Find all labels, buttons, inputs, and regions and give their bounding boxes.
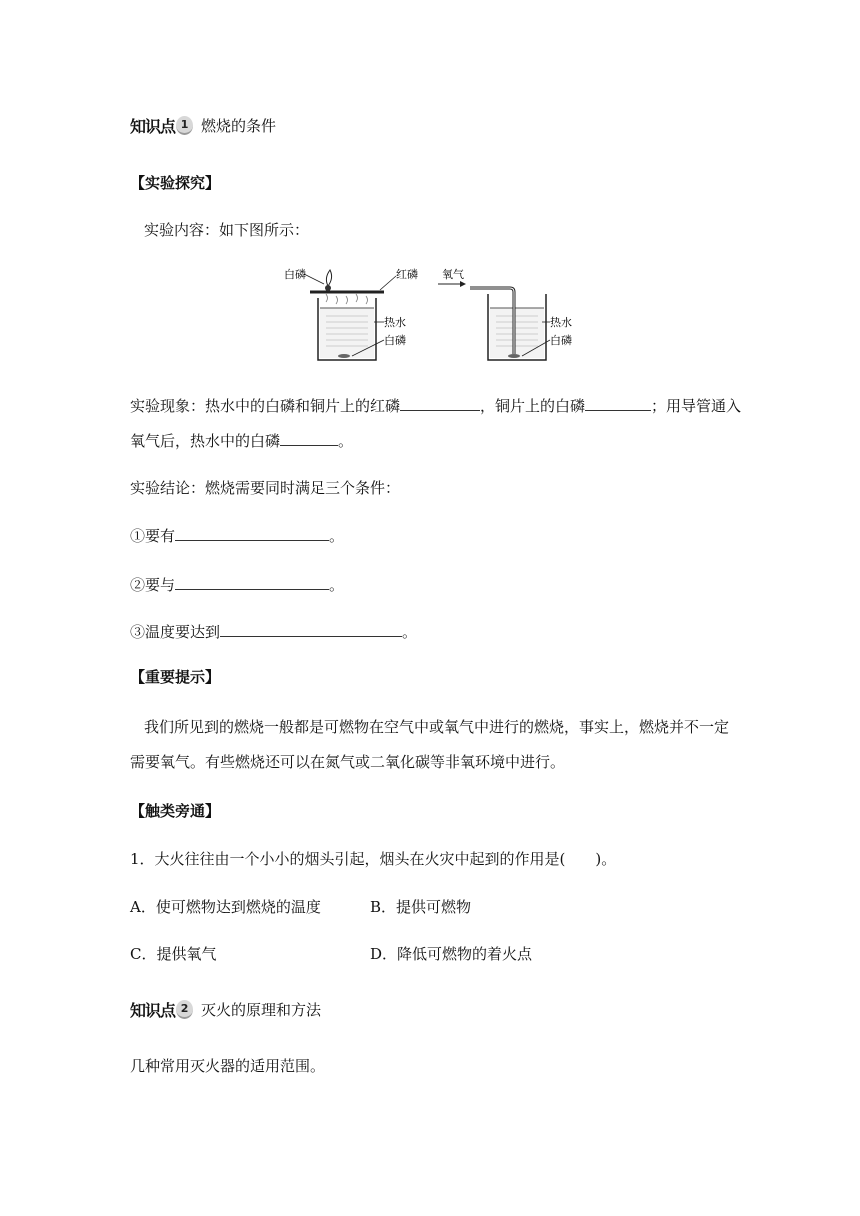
phenomenon-line-2 — [130, 430, 353, 451]
phenomenon-text-1: 实验现象：热水中的白磷和铜片上的红磷 — [130, 397, 401, 415]
phenomenon-line-1 — [130, 395, 741, 416]
option-a[interactable]: A．使可燃物达到燃烧的温度 — [130, 898, 321, 916]
period: 。 — [402, 623, 418, 641]
section-2-label: 知识点 — [130, 1000, 176, 1020]
practice-question: 1．大火往往由一个小小的烟头引起，烟头在火灾中起到的作用是( )。 — [130, 850, 617, 868]
section-1-title: 燃烧的条件 — [201, 116, 277, 135]
answer-blank[interactable] — [400, 395, 480, 411]
label-hot-water-right: 热水 — [550, 316, 572, 329]
period: 。 — [329, 527, 345, 545]
practice-heading: 【触类旁通】 — [130, 802, 221, 820]
extinguisher-intro: 几种常用灭火器的适用范围。 — [130, 1057, 326, 1075]
answer-blank[interactable] — [220, 621, 402, 637]
phenomenon-text-4: 氧气后，热水中的白磷 — [130, 432, 281, 450]
section-2-number-badge: 2 — [176, 1000, 193, 1019]
label-white-phosphorus-right: 白磷 — [550, 334, 572, 347]
option-b[interactable]: B．提供可燃物 — [370, 898, 472, 916]
condition-2 — [130, 574, 344, 595]
tip-heading: 【重要提示】 — [130, 668, 221, 686]
left-beaker — [284, 267, 418, 360]
period: 。 — [329, 576, 345, 594]
section-1-header — [130, 114, 276, 136]
conclusion-text: 实验结论：燃烧需要同时满足三个条件： — [130, 479, 401, 497]
experiment-figure — [284, 264, 584, 368]
phenomenon-text-3: ；用导管通入 — [651, 397, 742, 415]
section-1-label: 知识点 — [130, 116, 176, 136]
experiment-heading: 【实验探究】 — [130, 174, 221, 192]
section-2-header — [130, 998, 321, 1020]
answer-blank[interactable] — [280, 430, 338, 446]
label-hot-water-left: 热水 — [384, 316, 406, 329]
condition-2-prefix: ②要与 — [130, 576, 176, 594]
phenomenon-text-5: 。 — [338, 432, 354, 450]
tip-line-2: 需要氧气。有些燃烧还可以在氮气或二氧化碳等非氧环境中进行。 — [130, 753, 566, 771]
answer-blank[interactable] — [585, 395, 651, 411]
section-2-title: 灭火的原理和方法 — [201, 1000, 322, 1019]
label-white-phosphorus-top: 白磷 — [284, 268, 306, 281]
answer-blank[interactable] — [175, 574, 329, 590]
condition-1-prefix: ①要有 — [130, 527, 176, 545]
phenomenon-text-2: ，铜片上的白磷 — [480, 397, 586, 415]
condition-3 — [130, 621, 417, 642]
condition-3-prefix: ③温度要达到 — [130, 623, 221, 641]
answer-blank[interactable] — [175, 525, 329, 541]
condition-1 — [130, 525, 344, 546]
option-c[interactable]: C．提供氧气 — [130, 945, 217, 963]
label-oxygen: 氧气 — [442, 268, 464, 281]
label-white-phosphorus-bottom: 白磷 — [384, 334, 406, 347]
section-1-number-badge: 1 — [176, 116, 193, 135]
experiment-content: 实验内容：如下图所示： — [144, 221, 310, 239]
right-beaker — [438, 267, 572, 360]
tip-line-1: 我们所见到的燃烧一般都是可燃物在空气中或氧气中进行的燃烧，事实上，燃烧并不一定 — [144, 718, 730, 736]
label-red-phosphorus: 红磷 — [396, 268, 418, 281]
option-d[interactable]: D．降低可燃物的着火点 — [370, 945, 533, 963]
